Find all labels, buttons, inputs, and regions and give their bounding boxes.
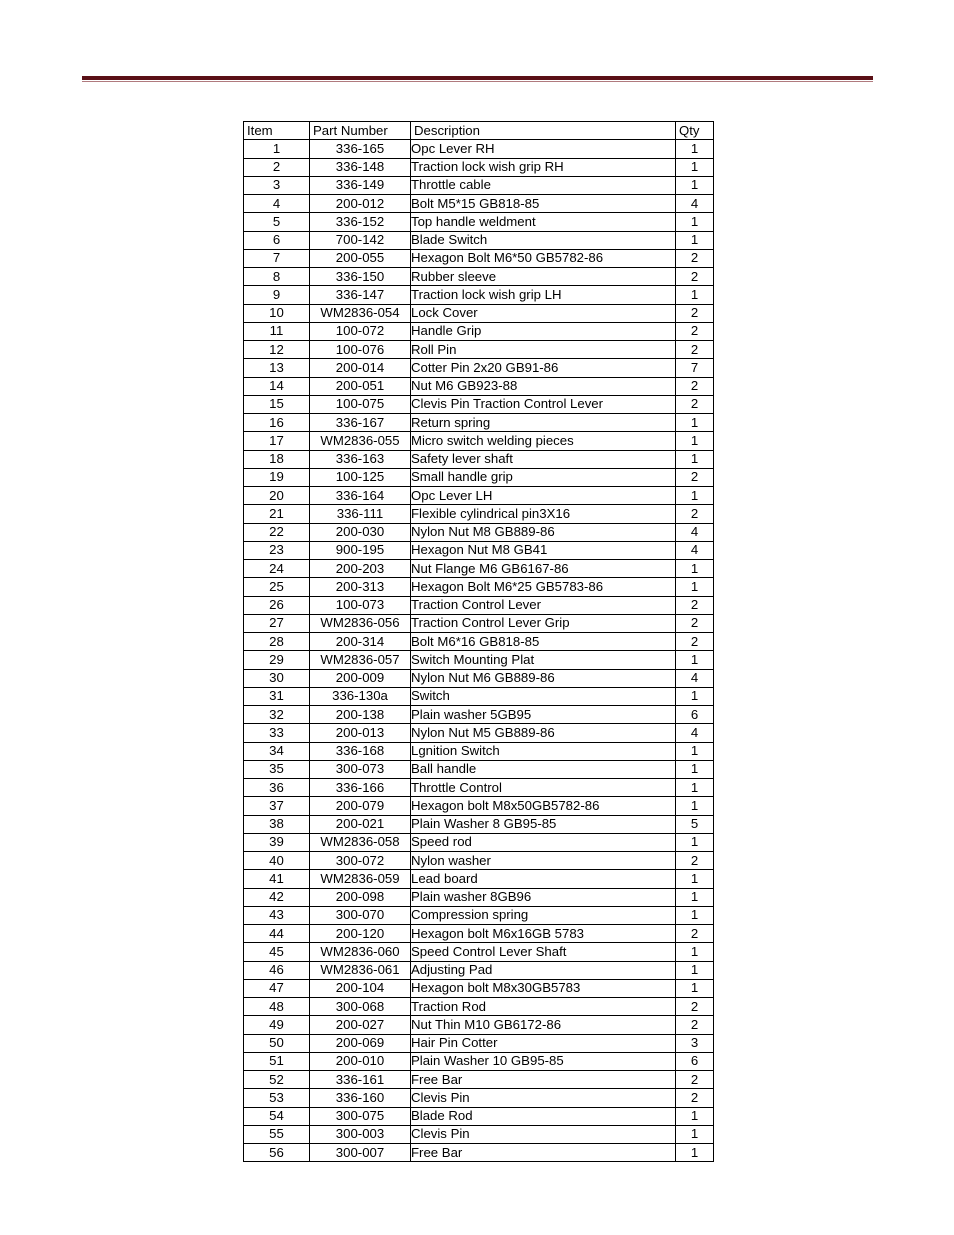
table-row (244, 140, 714, 158)
table-row (244, 943, 714, 961)
cell-quantity: 1 (676, 961, 714, 979)
cell-item-number: 26 (244, 596, 310, 614)
cell-part-number: 200-314 (310, 633, 411, 651)
cell-item-number: 34 (244, 742, 310, 760)
cell-item-number: 37 (244, 797, 310, 815)
cell-quantity: 1 (676, 779, 714, 797)
table-row (244, 322, 714, 340)
cell-description: Micro switch welding pieces (411, 432, 676, 450)
cell-quantity: 2 (676, 1089, 714, 1107)
cell-description: Safety lever shaft (411, 450, 676, 468)
cell-part-number: 336-163 (310, 450, 411, 468)
cell-item-number: 51 (244, 1052, 310, 1070)
cell-item-number: 25 (244, 578, 310, 596)
cell-quantity: 3 (676, 1034, 714, 1052)
cell-quantity: 6 (676, 706, 714, 724)
table-row (244, 541, 714, 559)
cell-description: Traction lock wish grip RH (411, 158, 676, 176)
cell-part-number: 300-070 (310, 906, 411, 924)
cell-description: Hexagon bolt M6x16GB 5783 (411, 925, 676, 943)
cell-item-number: 16 (244, 414, 310, 432)
cell-item-number: 19 (244, 468, 310, 486)
cell-part-number: 336-111 (310, 505, 411, 523)
cell-part-number: 336-164 (310, 487, 411, 505)
cell-part-number: 300-073 (310, 760, 411, 778)
cell-description: Blade Rod (411, 1107, 676, 1125)
cell-quantity: 2 (676, 614, 714, 632)
cell-quantity: 1 (676, 687, 714, 705)
cell-quantity: 1 (676, 888, 714, 906)
cell-part-number: 200-010 (310, 1052, 411, 1070)
cell-item-number: 39 (244, 833, 310, 851)
table-row (244, 231, 714, 249)
cell-part-number: 336-161 (310, 1071, 411, 1089)
cell-description: Free Bar (411, 1144, 676, 1162)
cell-part-number: 200-104 (310, 979, 411, 997)
table-row (244, 560, 714, 578)
cell-quantity: 2 (676, 852, 714, 870)
cell-quantity: 1 (676, 578, 714, 596)
cell-part-number: 100-125 (310, 468, 411, 486)
table-row (244, 414, 714, 432)
cell-item-number: 23 (244, 541, 310, 559)
cell-part-number: 200-138 (310, 706, 411, 724)
cell-description: Nut M6 GB923-88 (411, 377, 676, 395)
cell-description: Traction Rod (411, 998, 676, 1016)
cell-part-number: 200-012 (310, 195, 411, 213)
table-row (244, 998, 714, 1016)
cell-item-number: 1 (244, 140, 310, 158)
cell-description: Hexagon bolt M8x50GB5782-86 (411, 797, 676, 815)
cell-quantity: 1 (676, 870, 714, 888)
cell-part-number: 336-152 (310, 213, 411, 231)
cell-quantity: 2 (676, 268, 714, 286)
table-row (244, 815, 714, 833)
cell-description: Bolt M5*15 GB818-85 (411, 195, 676, 213)
cell-description: Nut Thin M10 GB6172-86 (411, 1016, 676, 1034)
cell-item-number: 20 (244, 487, 310, 505)
cell-description: Clevis Pin (411, 1089, 676, 1107)
cell-part-number: 336-165 (310, 140, 411, 158)
header-part-number: Part Number (310, 122, 411, 140)
table-row (244, 906, 714, 924)
table-row (244, 432, 714, 450)
cell-part-number: 200-055 (310, 249, 411, 267)
cell-part-number: WM2836-054 (310, 304, 411, 322)
cell-item-number: 10 (244, 304, 310, 322)
cell-item-number: 8 (244, 268, 310, 286)
cell-part-number: 336-160 (310, 1089, 411, 1107)
cell-quantity: 1 (676, 651, 714, 669)
cell-part-number: WM2836-058 (310, 833, 411, 851)
table-row (244, 1071, 714, 1089)
cell-part-number: 200-098 (310, 888, 411, 906)
header-rule (82, 76, 873, 80)
cell-description: Blade Switch (411, 231, 676, 249)
cell-description: Traction lock wish grip LH (411, 286, 676, 304)
table-row (244, 797, 714, 815)
table-row (244, 304, 714, 322)
table-row (244, 687, 714, 705)
cell-item-number: 18 (244, 450, 310, 468)
cell-description: Nut Flange M6 GB6167-86 (411, 560, 676, 578)
cell-quantity: 2 (676, 505, 714, 523)
cell-item-number: 33 (244, 724, 310, 742)
cell-quantity: 1 (676, 487, 714, 505)
cell-quantity: 7 (676, 359, 714, 377)
table-row (244, 1034, 714, 1052)
cell-quantity: 2 (676, 468, 714, 486)
header-rule-shadow (82, 81, 873, 82)
cell-part-number: 200-069 (310, 1034, 411, 1052)
cell-item-number: 36 (244, 779, 310, 797)
cell-description: Hexagon bolt M8x30GB5783 (411, 979, 676, 997)
cell-description: Flexible cylindrical pin3X16 (411, 505, 676, 523)
table-row (244, 359, 714, 377)
cell-part-number: 700-142 (310, 231, 411, 249)
cell-description: Free Bar (411, 1071, 676, 1089)
cell-quantity: 2 (676, 322, 714, 340)
cell-item-number: 38 (244, 815, 310, 833)
cell-quantity: 5 (676, 815, 714, 833)
cell-item-number: 29 (244, 651, 310, 669)
cell-item-number: 12 (244, 341, 310, 359)
cell-description: Traction Control Lever Grip (411, 614, 676, 632)
table-row (244, 1089, 714, 1107)
cell-quantity: 2 (676, 1071, 714, 1089)
cell-description: Plain Washer 10 GB95-85 (411, 1052, 676, 1070)
cell-quantity: 1 (676, 213, 714, 231)
table-row (244, 176, 714, 194)
table-row (244, 669, 714, 687)
table-row (244, 870, 714, 888)
cell-part-number: 300-007 (310, 1144, 411, 1162)
cell-quantity: 6 (676, 1052, 714, 1070)
cell-quantity: 2 (676, 998, 714, 1016)
table-header-row (244, 122, 714, 140)
cell-description: Rubber sleeve (411, 268, 676, 286)
parts-table (243, 121, 714, 1162)
cell-item-number: 31 (244, 687, 310, 705)
cell-part-number: 200-009 (310, 669, 411, 687)
table-row (244, 760, 714, 778)
cell-part-number: 100-073 (310, 596, 411, 614)
cell-quantity: 2 (676, 249, 714, 267)
cell-part-number: 200-120 (310, 925, 411, 943)
table-row (244, 706, 714, 724)
cell-part-number: 200-013 (310, 724, 411, 742)
cell-item-number: 9 (244, 286, 310, 304)
cell-description: Hexagon Nut M8 GB41 (411, 541, 676, 559)
cell-item-number: 44 (244, 925, 310, 943)
table-row (244, 487, 714, 505)
cell-description: Lock Cover (411, 304, 676, 322)
cell-description: Bolt M6*16 GB818-85 (411, 633, 676, 651)
cell-part-number: 336-130a (310, 687, 411, 705)
cell-description: Cotter Pin 2x20 GB91-86 (411, 359, 676, 377)
cell-quantity: 1 (676, 797, 714, 815)
cell-part-number: WM2836-057 (310, 651, 411, 669)
cell-part-number: 200-030 (310, 523, 411, 541)
cell-description: Hexagon Bolt M6*50 GB5782-86 (411, 249, 676, 267)
cell-part-number: 200-051 (310, 377, 411, 395)
cell-item-number: 2 (244, 158, 310, 176)
cell-description: Opc Lever RH (411, 140, 676, 158)
cell-part-number: WM2836-060 (310, 943, 411, 961)
cell-part-number: WM2836-061 (310, 961, 411, 979)
cell-quantity: 1 (676, 286, 714, 304)
header-item: Item (244, 122, 310, 140)
cell-item-number: 7 (244, 249, 310, 267)
table-row (244, 505, 714, 523)
cell-description: Traction Control Lever (411, 596, 676, 614)
cell-quantity: 2 (676, 304, 714, 322)
cell-quantity: 4 (676, 523, 714, 541)
table-row (244, 249, 714, 267)
cell-description: Speed rod (411, 833, 676, 851)
cell-description: Throttle cable (411, 176, 676, 194)
cell-description: Hair Pin Cotter (411, 1034, 676, 1052)
table-row (244, 633, 714, 651)
cell-part-number: 300-075 (310, 1107, 411, 1125)
cell-part-number: 300-003 (310, 1125, 411, 1143)
table-row (244, 614, 714, 632)
table-row (244, 286, 714, 304)
cell-item-number: 50 (244, 1034, 310, 1052)
cell-description: Nylon Nut M5 GB889-86 (411, 724, 676, 742)
cell-item-number: 13 (244, 359, 310, 377)
cell-part-number: 300-072 (310, 852, 411, 870)
cell-quantity: 2 (676, 341, 714, 359)
cell-part-number: 336-147 (310, 286, 411, 304)
cell-quantity: 1 (676, 943, 714, 961)
header-description: Description (411, 122, 676, 140)
cell-quantity: 1 (676, 414, 714, 432)
cell-item-number: 52 (244, 1071, 310, 1089)
cell-description: Clevis Pin Traction Control Lever (411, 395, 676, 413)
table-row (244, 651, 714, 669)
table-row (244, 1016, 714, 1034)
cell-part-number: 336-148 (310, 158, 411, 176)
cell-description: Hexagon Bolt M6*25 GB5783-86 (411, 578, 676, 596)
cell-quantity: 4 (676, 541, 714, 559)
cell-item-number: 54 (244, 1107, 310, 1125)
cell-item-number: 56 (244, 1144, 310, 1162)
cell-item-number: 49 (244, 1016, 310, 1034)
cell-description: Small handle grip (411, 468, 676, 486)
table-body (244, 140, 714, 1162)
cell-part-number: 300-068 (310, 998, 411, 1016)
cell-description: Plain washer 8GB96 (411, 888, 676, 906)
cell-item-number: 47 (244, 979, 310, 997)
cell-description: Plain washer 5GB95 (411, 706, 676, 724)
cell-description: Throttle Control (411, 779, 676, 797)
cell-part-number: 336-168 (310, 742, 411, 760)
cell-description: Compression spring (411, 906, 676, 924)
cell-description: Opc Lever LH (411, 487, 676, 505)
cell-quantity: 4 (676, 195, 714, 213)
table-row (244, 213, 714, 231)
table-row (244, 450, 714, 468)
cell-description: Handle Grip (411, 322, 676, 340)
cell-item-number: 24 (244, 560, 310, 578)
cell-item-number: 48 (244, 998, 310, 1016)
cell-quantity: 1 (676, 176, 714, 194)
cell-item-number: 11 (244, 322, 310, 340)
cell-quantity: 1 (676, 231, 714, 249)
cell-quantity: 1 (676, 432, 714, 450)
table-row (244, 724, 714, 742)
table-row (244, 523, 714, 541)
cell-item-number: 30 (244, 669, 310, 687)
cell-description: Plain Washer 8 GB95-85 (411, 815, 676, 833)
cell-item-number: 21 (244, 505, 310, 523)
cell-item-number: 5 (244, 213, 310, 231)
cell-item-number: 17 (244, 432, 310, 450)
table-row (244, 961, 714, 979)
cell-quantity: 2 (676, 925, 714, 943)
table-row (244, 742, 714, 760)
cell-part-number: 100-072 (310, 322, 411, 340)
cell-quantity: 1 (676, 158, 714, 176)
cell-quantity: 2 (676, 633, 714, 651)
table-row (244, 268, 714, 286)
cell-description: Clevis Pin (411, 1125, 676, 1143)
cell-part-number: 336-150 (310, 268, 411, 286)
cell-part-number: 200-014 (310, 359, 411, 377)
cell-quantity: 4 (676, 724, 714, 742)
table-row (244, 395, 714, 413)
cell-item-number: 41 (244, 870, 310, 888)
table-row (244, 1107, 714, 1125)
cell-quantity: 1 (676, 979, 714, 997)
cell-description: Return spring (411, 414, 676, 432)
cell-item-number: 3 (244, 176, 310, 194)
cell-quantity: 2 (676, 395, 714, 413)
table-row (244, 377, 714, 395)
cell-part-number: 336-166 (310, 779, 411, 797)
table-row (244, 979, 714, 997)
cell-part-number: WM2836-056 (310, 614, 411, 632)
cell-quantity: 1 (676, 906, 714, 924)
cell-description: Nylon Nut M6 GB889-86 (411, 669, 676, 687)
cell-quantity: 2 (676, 377, 714, 395)
cell-description: Lgnition Switch (411, 742, 676, 760)
cell-description: Lead board (411, 870, 676, 888)
cell-quantity: 1 (676, 140, 714, 158)
cell-item-number: 27 (244, 614, 310, 632)
table-row (244, 468, 714, 486)
table-row (244, 1125, 714, 1143)
cell-item-number: 28 (244, 633, 310, 651)
cell-part-number: 200-313 (310, 578, 411, 596)
cell-item-number: 4 (244, 195, 310, 213)
cell-quantity: 1 (676, 1144, 714, 1162)
cell-quantity: 1 (676, 1107, 714, 1125)
cell-quantity: 1 (676, 450, 714, 468)
cell-part-number: 336-167 (310, 414, 411, 432)
cell-description: Speed Control Lever Shaft (411, 943, 676, 961)
cell-part-number: 200-021 (310, 815, 411, 833)
cell-description: Nylon Nut M8 GB889-86 (411, 523, 676, 541)
cell-item-number: 22 (244, 523, 310, 541)
cell-item-number: 43 (244, 906, 310, 924)
table-row (244, 888, 714, 906)
cell-part-number: 100-076 (310, 341, 411, 359)
table-row (244, 1052, 714, 1070)
cell-part-number: WM2836-055 (310, 432, 411, 450)
table-row (244, 833, 714, 851)
cell-item-number: 14 (244, 377, 310, 395)
table-row (244, 341, 714, 359)
cell-description: Adjusting Pad (411, 961, 676, 979)
cell-part-number: 100-075 (310, 395, 411, 413)
table-row (244, 1144, 714, 1162)
cell-item-number: 32 (244, 706, 310, 724)
table-row (244, 779, 714, 797)
cell-description: Nylon washer (411, 852, 676, 870)
cell-item-number: 35 (244, 760, 310, 778)
table-row (244, 195, 714, 213)
cell-description: Switch (411, 687, 676, 705)
cell-quantity: 1 (676, 1125, 714, 1143)
cell-quantity: 2 (676, 1016, 714, 1034)
cell-quantity: 4 (676, 669, 714, 687)
cell-part-number: 336-149 (310, 176, 411, 194)
cell-item-number: 40 (244, 852, 310, 870)
cell-description: Top handle weldment (411, 213, 676, 231)
cell-part-number: 200-027 (310, 1016, 411, 1034)
cell-quantity: 1 (676, 742, 714, 760)
table-row (244, 925, 714, 943)
cell-part-number: 200-079 (310, 797, 411, 815)
cell-item-number: 45 (244, 943, 310, 961)
cell-item-number: 6 (244, 231, 310, 249)
cell-part-number: WM2836-059 (310, 870, 411, 888)
cell-item-number: 46 (244, 961, 310, 979)
table-row (244, 578, 714, 596)
cell-description: Roll Pin (411, 341, 676, 359)
cell-description: Switch Mounting Plat (411, 651, 676, 669)
header-qty: Qty (676, 122, 714, 140)
cell-part-number: 200-203 (310, 560, 411, 578)
cell-item-number: 15 (244, 395, 310, 413)
cell-item-number: 55 (244, 1125, 310, 1143)
cell-quantity: 1 (676, 833, 714, 851)
cell-item-number: 42 (244, 888, 310, 906)
table-row (244, 596, 714, 614)
cell-quantity: 1 (676, 760, 714, 778)
cell-quantity: 2 (676, 596, 714, 614)
cell-part-number: 900-195 (310, 541, 411, 559)
cell-item-number: 53 (244, 1089, 310, 1107)
table-row (244, 158, 714, 176)
cell-quantity: 1 (676, 560, 714, 578)
cell-description: Ball handle (411, 760, 676, 778)
table-row (244, 852, 714, 870)
